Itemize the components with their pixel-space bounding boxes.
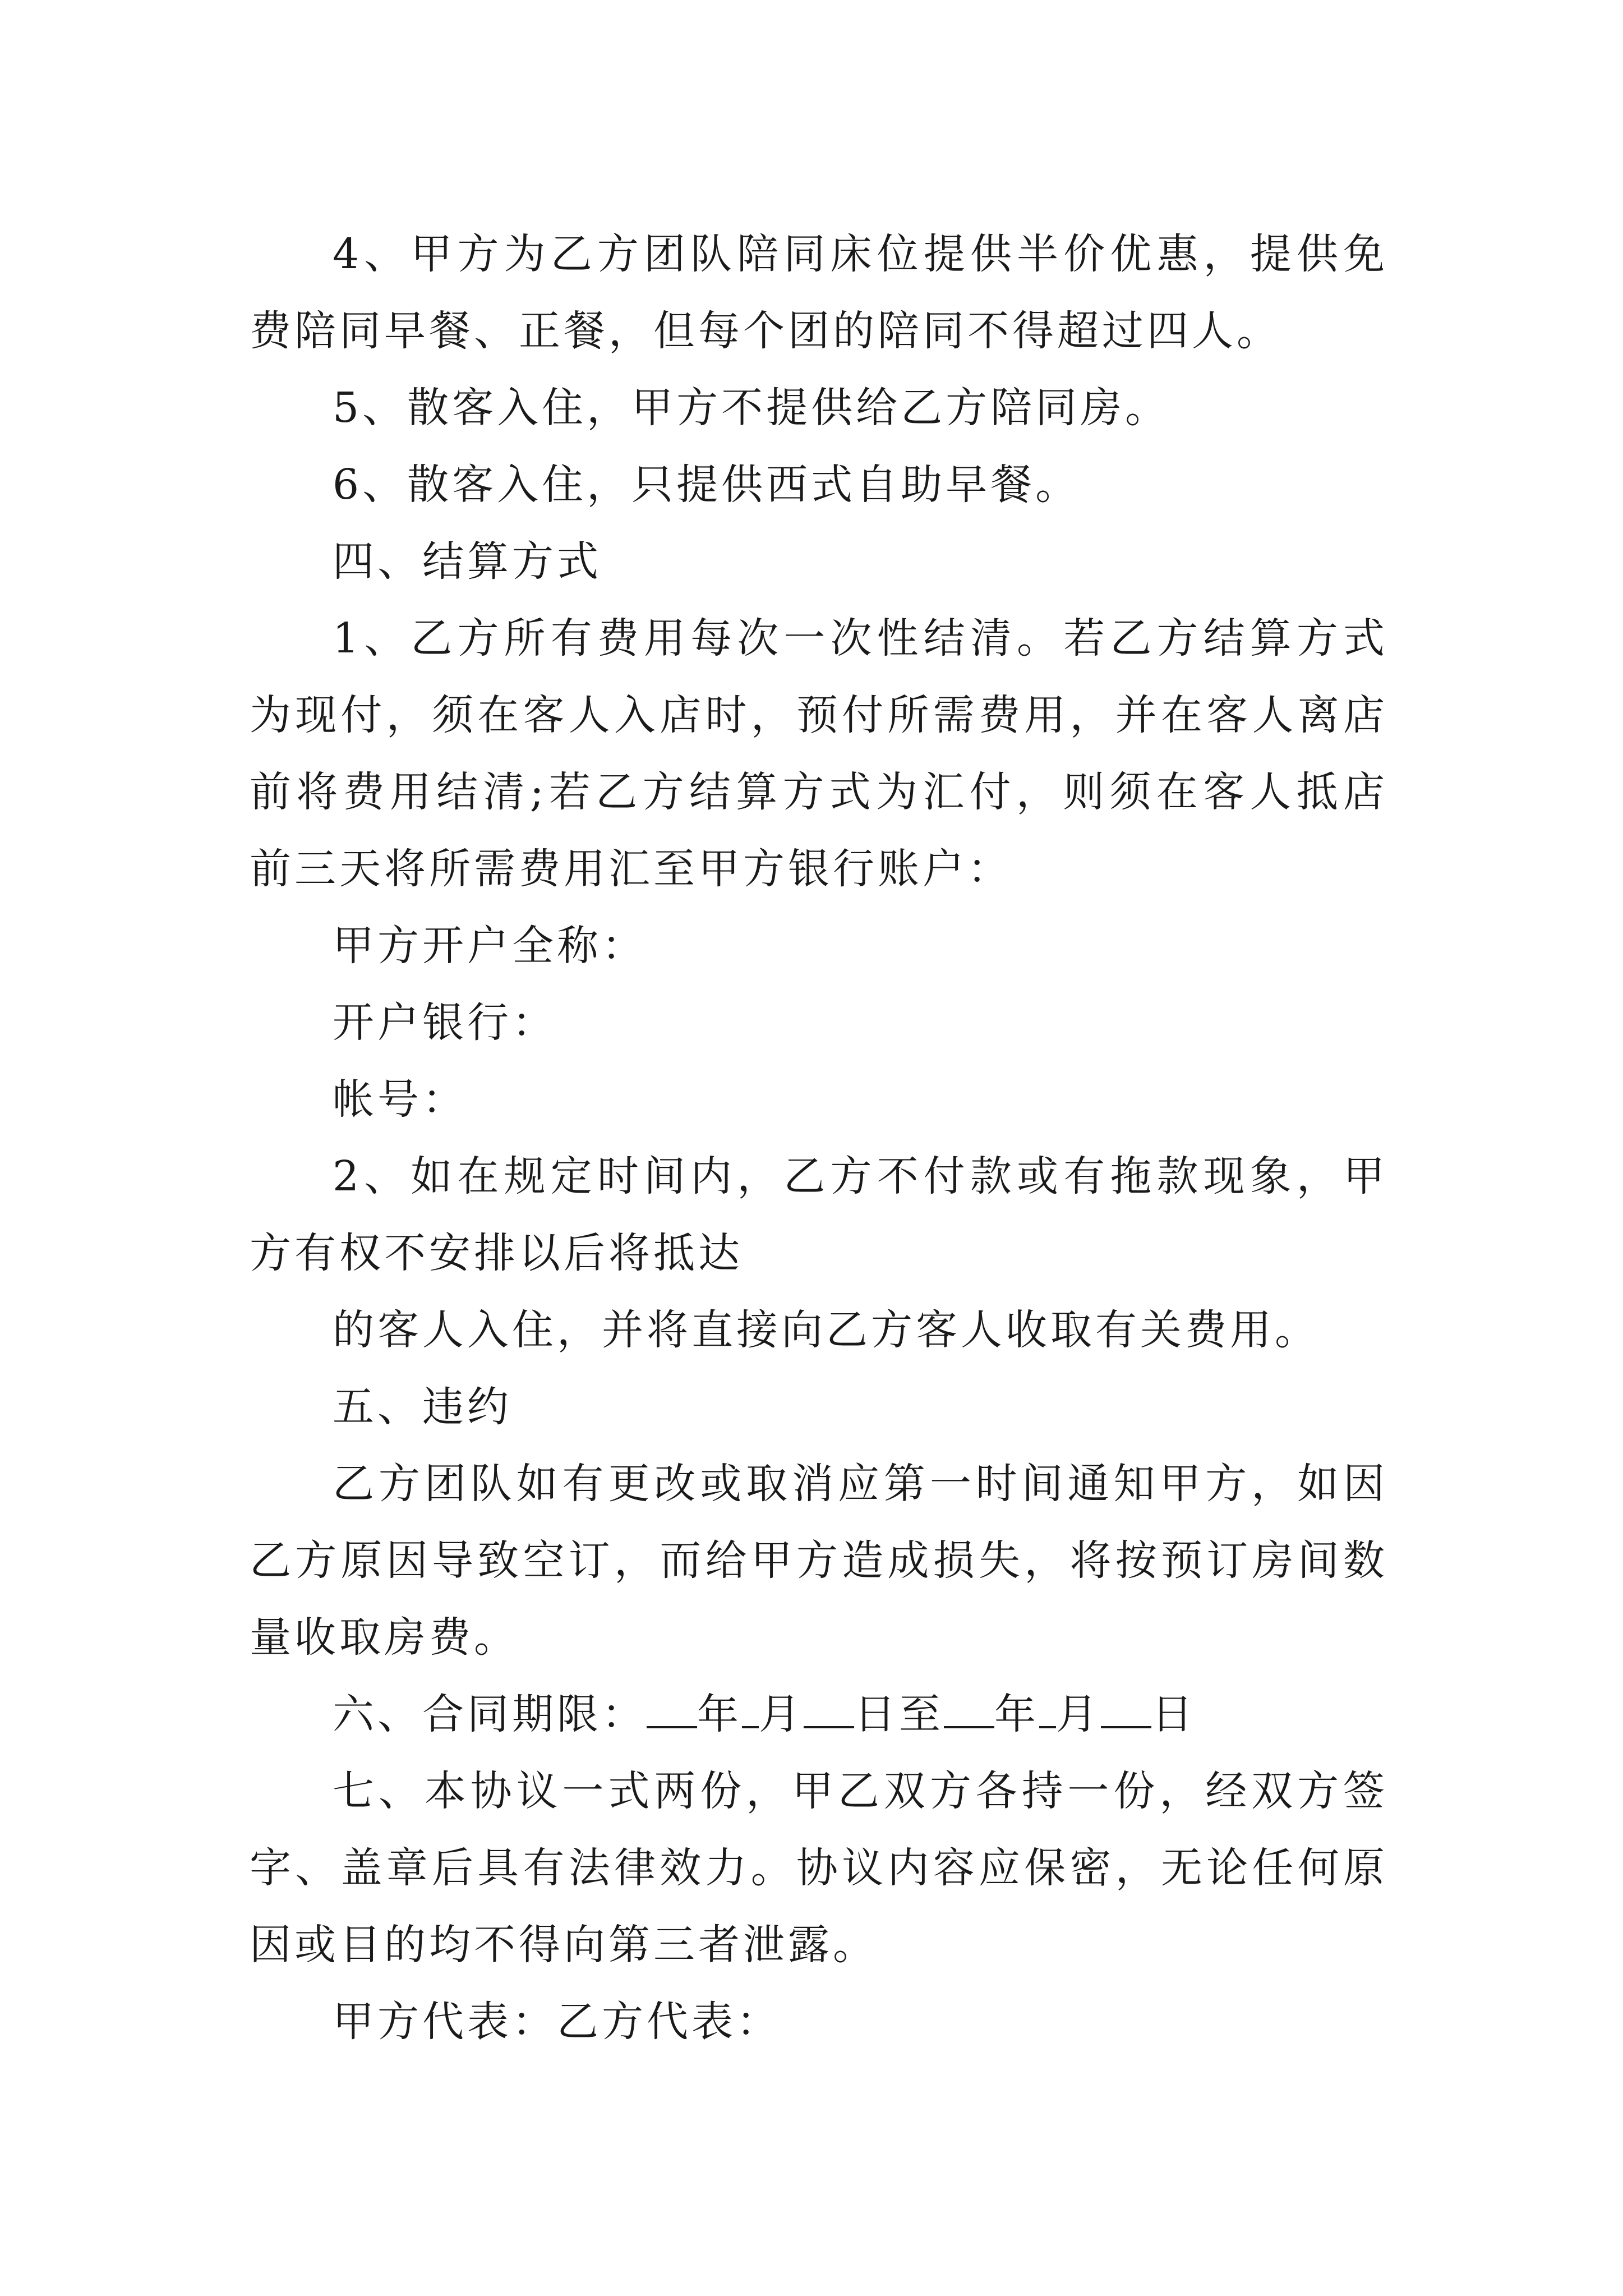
month-end-blank [1039,1689,1056,1728]
year-start-unit: 年 [697,1690,742,1738]
day-start-blank [804,1689,854,1728]
month-start-blank [742,1689,759,1728]
account-name-line: 甲方开户全称： [333,922,647,970]
clause-6-walkin-breakfast: 6、散客入住，只提供西式自助早餐。 [333,461,1081,509]
account-number-line: 帐号： [333,1075,467,1124]
year-end-blank [944,1689,994,1728]
day-end-blank [1101,1689,1151,1728]
day-start-unit: 日至 [854,1690,944,1738]
document-body [250,216,1388,2060]
clause-5-walkin-no-room: 5、散客入住，甲方不提供给乙方陪同房。 [333,384,1170,432]
contract-term-label: 六、合同期限： [333,1690,647,1738]
clause-4-companion-discount: 4、甲方为乙方团队陪同床位提供半价优惠，提供免费陪同早餐、正餐，但每个团的陪同不得超过四人。 [250,230,1388,355]
contract-term-line [250,1676,1388,1753]
settlement-clause-2-continued: 的客人入住，并将直接向乙方客人收取有关费用。 [333,1306,1320,1354]
section-heading-settlement: 四、结算方式 [333,537,602,586]
bank-name-line: 开户银行： [333,999,557,1047]
clause-7-copies-confidentiality: 七、本协议一式两份，甲乙双方各持一份，经双方签字、盖章后具有法律效力。协议内容应保密，无论任何原因或目的均不得向第三者泄露。 [250,1767,1388,1969]
year-end-unit: 年 [994,1690,1039,1738]
signature-representatives-line: 甲方代表：乙方代表： [333,1998,781,2046]
settlement-clause-2: 2、如在规定时间内，乙方不付款或有拖款现象，甲方有权不安排以后将抵达 [250,1152,1388,1277]
settlement-clause-1: 1、乙方所有费用每次一次性结清。若乙方结算方式为现付，须在客人入店时，预付所需费用，并在客人离店前将费用结清;若乙方结算方式为汇付，则须在客人抵店前三天将所需费用汇至甲方银行账户： [250,614,1388,893]
breach-clause: 乙方团队如有更改或取消应第一时间通知甲方，如因乙方原因导致空订，而给甲方造成损失，将按预订房间数量收取房费。 [250,1460,1388,1662]
month-end-unit: 月 [1056,1690,1101,1738]
day-end-unit: 日 [1151,1690,1196,1738]
section-heading-breach: 五、违约 [333,1383,512,1431]
month-start-unit: 月 [759,1690,804,1738]
year-start-blank [647,1689,697,1728]
